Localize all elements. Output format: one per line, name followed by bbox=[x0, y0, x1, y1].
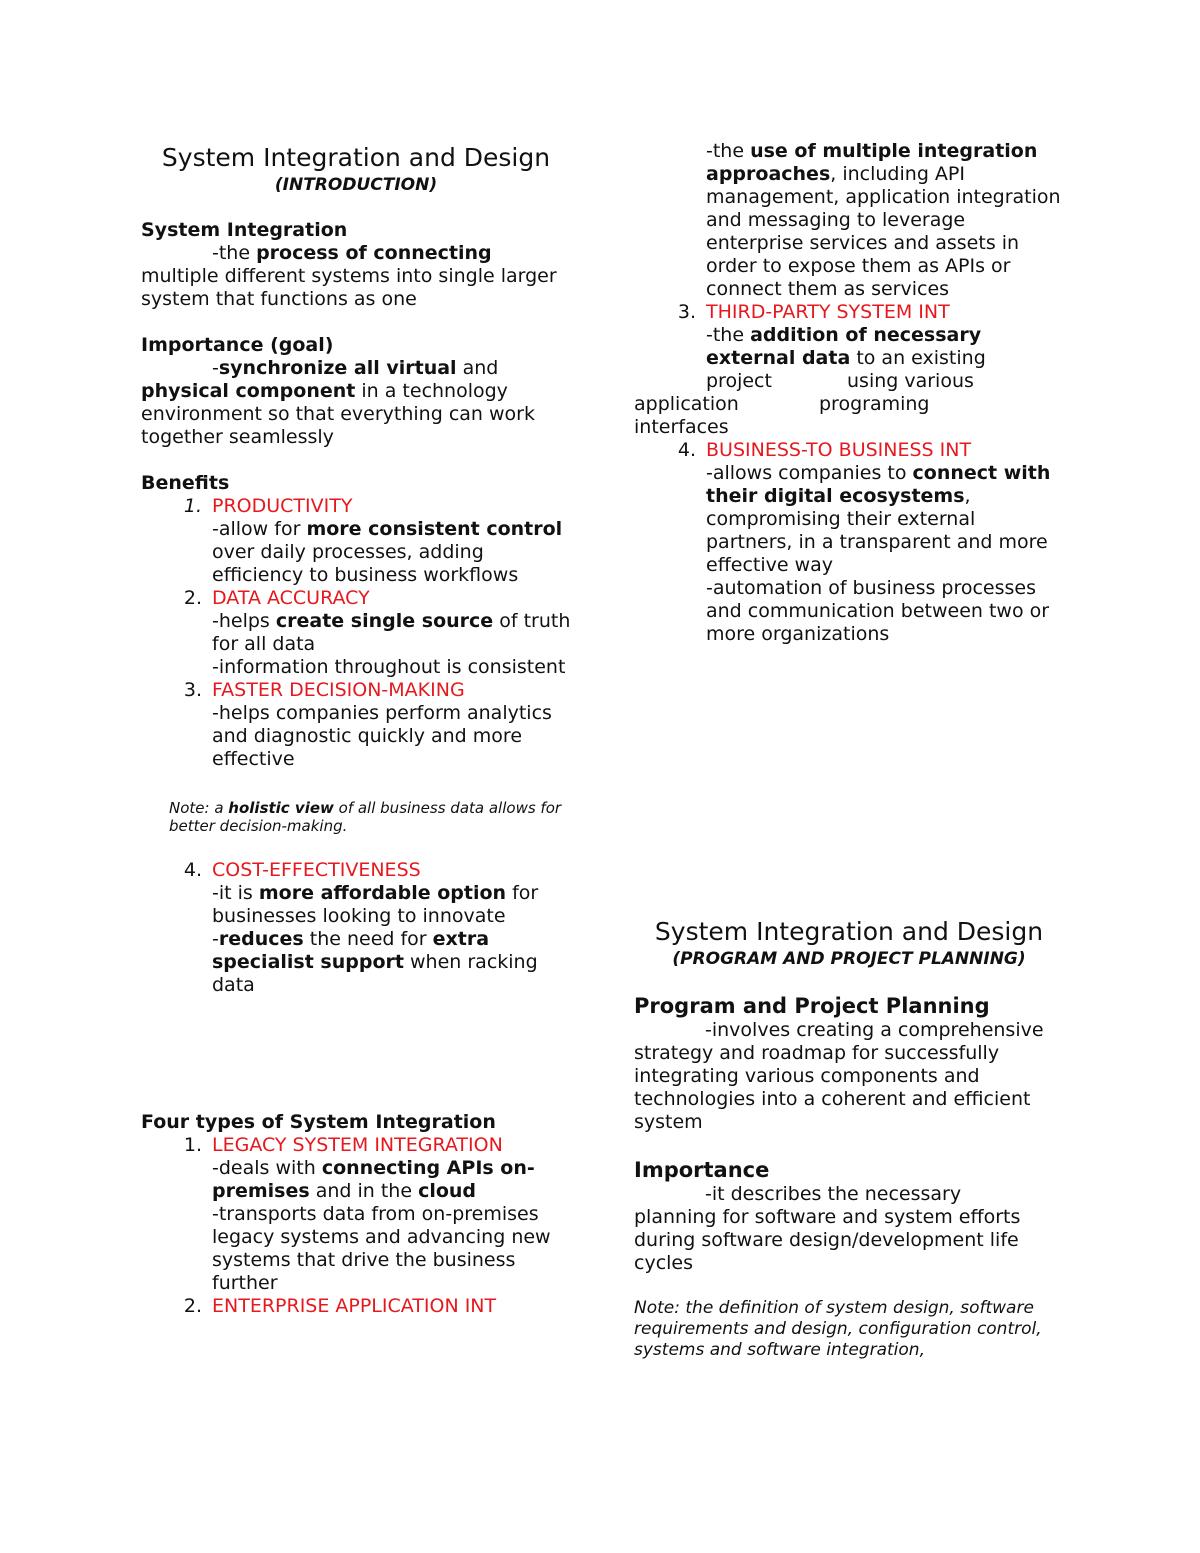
section-benefits bbox=[141, 472, 571, 997]
item-title: PRODUCTIVITY bbox=[212, 495, 353, 517]
definition: -the process of connecting multiple different systems into single larger system that functions as one bbox=[141, 242, 557, 310]
section-heading: Program and Project Planning bbox=[634, 994, 990, 1018]
section-importance-2: Importance -it describes the necessary planning for software and system efforts during software design/development life cycles bbox=[634, 1157, 1064, 1275]
section-heading: Four types of System Integration bbox=[141, 1111, 496, 1133]
note-2: Note: the definition of system design, software requirements and design, configuration control, systems and software integration, bbox=[634, 1298, 1042, 1360]
item-title: DATA ACCURACY bbox=[212, 587, 370, 609]
list-item: 3. FASTER DECISION-MAKING -helps companies perform analytics and diagnostic quickly and more effective bbox=[212, 679, 571, 771]
section-program-planning: Program and Project Planning -involves creating a comprehensive strategy and roadmap for successfully integrating various components and technologies into a coherent and efficient system bbox=[634, 993, 1064, 1134]
section-heading: Importance bbox=[634, 1158, 770, 1182]
list-item: 4. COST-EFFECTIVENESS -it is more affordable option for businesses looking to innovate -reduces the need for extra specialist support when racking data bbox=[212, 859, 571, 997]
item-title: ENTERPRISE APPLICATION INT bbox=[212, 1295, 497, 1317]
note: Note: a holistic view of all business data allows for better decision-making. bbox=[169, 799, 562, 835]
item-title: LEGACY SYSTEM INTEGRATION bbox=[212, 1134, 503, 1156]
item-title: COST-EFFECTIVENESS bbox=[212, 859, 421, 881]
section-system-integration bbox=[141, 219, 571, 311]
right-column: -the use of multiple integration approaches, including API management, application integration and messaging to leverage enterprise services and assets in order to expose them as APIs or connect them as services 3. THIRD-PARTY SYSTEM INT -the addition of necessary external data to an existing project using various application programing interfaces 4. BUSINESS-TO BUSINESS INT -allows companies to connect with their digital ecosystems, compromising their external partners, in a transparent and more effective way -automation of business processes and communication between two or more organizations System Integration and Design (PROGRAM AND PROJECT PLANNING) Program and Project Planning -involves creating a comprehensive strategy and roadmap for successfully integrating various components and technologies into a coherent and efficient system Importance -it describes the necessary planning for software and system efforts during software design/development life cycles Note: the definition of system design, software requirements and design, configuration control, systems and software integration, bbox=[634, 140, 1064, 1361]
section-types bbox=[141, 1111, 571, 1318]
document-title-2: System Integration and Design bbox=[654, 917, 1044, 946]
item-title: BUSINESS-TO BUSINESS INT bbox=[706, 439, 972, 461]
left-column bbox=[141, 142, 571, 1318]
section-heading: System Integration bbox=[141, 219, 348, 241]
list-item: 1. LEGACY SYSTEM INTEGRATION -deals with connecting APIs on-premises and in the cloud -transports data from on-premises legacy systems and advancing new systems that drive the business further bbox=[212, 1134, 571, 1295]
list-item: 3. THIRD-PARTY SYSTEM INT -the addition of necessary external data to an existing bbox=[706, 301, 1064, 370]
list-item-continued: -the use of multiple integration approaches, including API management, application integration and messaging to leverage enterprise services and assets in order to expose them as APIs or connect them as services bbox=[706, 140, 1061, 300]
section-heading: Benefits bbox=[141, 472, 230, 494]
list-item: 2. DATA ACCURACY -helps create single source of truth for all data -information throughout is consistent bbox=[183, 587, 571, 678]
item-title: THIRD-PARTY SYSTEM INT bbox=[706, 301, 950, 323]
list-item: 2. ENTERPRISE APPLICATION INT bbox=[212, 1295, 571, 1318]
list-item: 4. BUSINESS-TO BUSINESS INT -allows companies to connect with their digital ecosystems, compromising their external partners, in a transparent and more effective way -automation of business processes and communication between two or more organizations bbox=[706, 439, 1064, 646]
document-title: System Integration and Design bbox=[161, 143, 551, 172]
document-subtitle: (INTRODUCTION) bbox=[274, 175, 438, 195]
item-title: FASTER DECISION-MAKING bbox=[212, 679, 465, 701]
list-item: 1. PRODUCTIVITY -allow for more consistent control over daily processes, adding efficiency to business workflows bbox=[212, 495, 571, 587]
document-subtitle-2: (PROGRAM AND PROJECT PLANNING) bbox=[672, 949, 1026, 969]
section-importance bbox=[141, 334, 571, 449]
section-heading: Importance (goal) bbox=[141, 334, 334, 356]
definition: -synchronize all virtual and physical component in a technology environment so that everything can work together seamlessly bbox=[141, 357, 535, 448]
